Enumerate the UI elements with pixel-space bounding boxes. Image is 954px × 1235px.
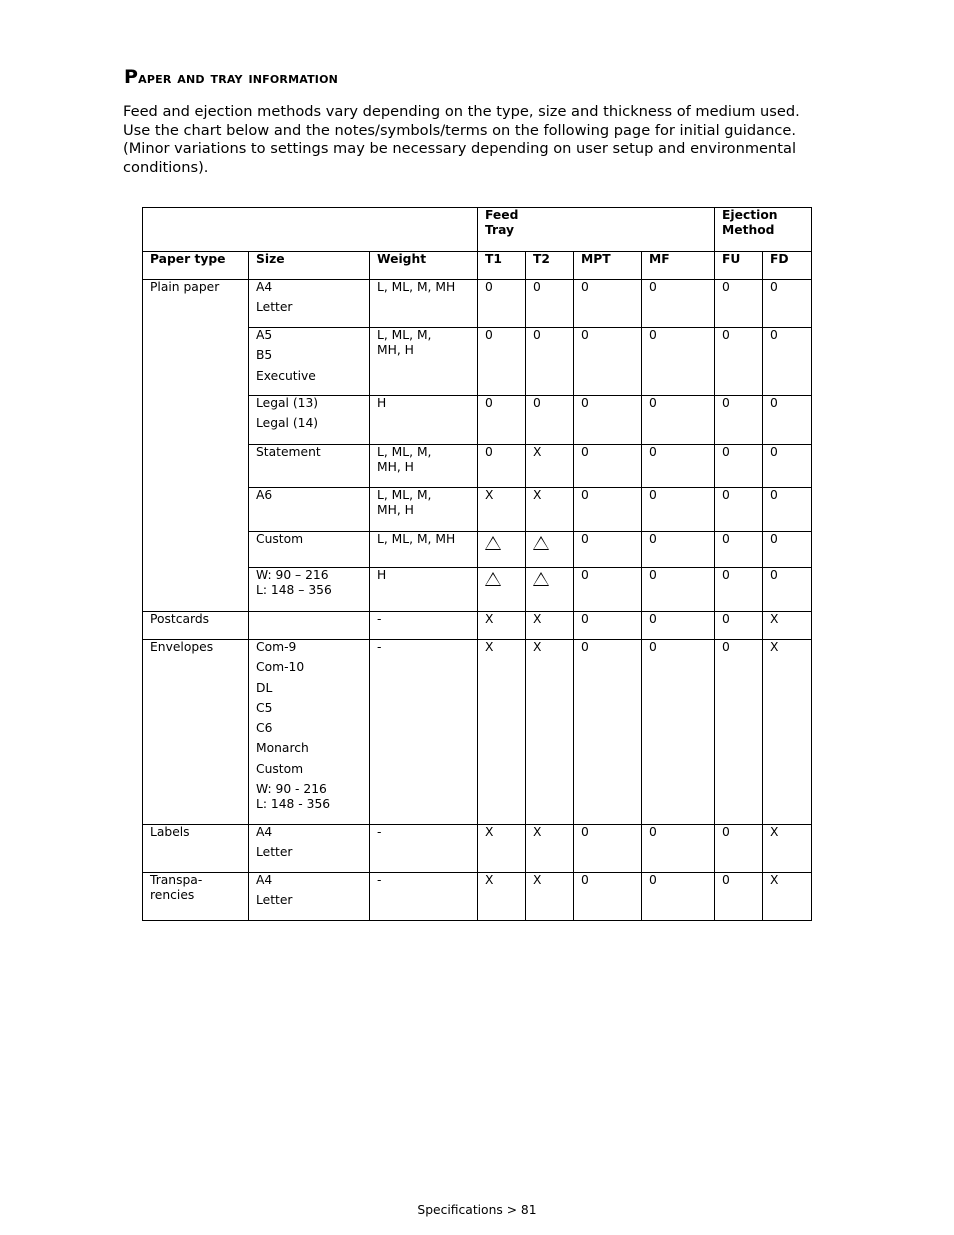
- value-cell: 0: [478, 445, 526, 488]
- weight-cell: [370, 612, 478, 640]
- value-cell: X: [526, 612, 574, 640]
- weight-text: -: [377, 873, 382, 887]
- triangle-icon: [533, 572, 549, 586]
- value-cell: 0: [763, 280, 812, 328]
- value-cell: 0: [642, 328, 715, 396]
- weight-cell: [370, 328, 478, 396]
- column-header: FD: [763, 252, 812, 280]
- paper-type-cell: [143, 873, 249, 921]
- value-cell: 0: [574, 532, 642, 568]
- size-text: Custom: [256, 532, 304, 546]
- weight-text: H: [377, 568, 387, 582]
- size-text: Monarch: [256, 741, 309, 756]
- header-text: Method: [722, 223, 775, 238]
- value-cell: 0: [715, 445, 763, 488]
- size-text: L: 148 – 356: [256, 583, 332, 598]
- size-text: L: 148 - 356: [256, 797, 331, 812]
- size-cell: [249, 445, 370, 488]
- triangle-icon: [533, 536, 549, 550]
- weight-cell: [370, 640, 478, 825]
- weight-cell: [370, 568, 478, 612]
- triangle-icon-cell: [526, 568, 574, 612]
- header-text: Feed: [485, 208, 519, 222]
- paper-type-cell: [143, 280, 249, 612]
- size-text: C6: [256, 721, 273, 736]
- table-row: [143, 873, 812, 921]
- size-text: Legal (13): [256, 396, 319, 410]
- size-text: Letter: [256, 845, 293, 860]
- size-text: A4: [256, 873, 273, 887]
- value-cell: X: [478, 612, 526, 640]
- table-row: [143, 280, 812, 328]
- value-cell: 0: [642, 612, 715, 640]
- size-text: DL: [256, 680, 273, 695]
- weight-text: MH, H: [377, 503, 414, 518]
- weight-cell: [370, 445, 478, 488]
- column-header: Size: [249, 252, 370, 280]
- triangle-icon-cell: [478, 532, 526, 568]
- paper-type-text: rencies: [150, 888, 195, 903]
- size-text: Com-9: [256, 640, 297, 654]
- value-cell: 0: [526, 396, 574, 445]
- value-cell: 0: [642, 488, 715, 532]
- paper-type-text: Plain paper: [150, 280, 220, 294]
- weight-text: -: [377, 640, 382, 654]
- value-cell: 0: [763, 488, 812, 532]
- size-text: Custom: [256, 761, 304, 776]
- size-cell: [249, 488, 370, 532]
- size-cell: [249, 396, 370, 445]
- value-cell: 0: [642, 280, 715, 328]
- value-cell: 0: [763, 396, 812, 445]
- column-header: FU: [715, 252, 763, 280]
- size-text: Com-10: [256, 660, 305, 675]
- weight-cell: [370, 396, 478, 445]
- size-cell: [249, 532, 370, 568]
- header-text: Tray: [485, 223, 515, 238]
- triangle-icon: [485, 572, 501, 586]
- value-cell: X: [763, 873, 812, 921]
- weight-text: -: [377, 825, 382, 839]
- value-cell: X: [478, 640, 526, 825]
- feed-tray-header: [478, 208, 715, 252]
- size-cell: [249, 568, 370, 612]
- column-header: T2: [526, 252, 574, 280]
- value-cell: 0: [715, 328, 763, 396]
- value-cell: 0: [478, 328, 526, 396]
- weight-text: -: [377, 612, 382, 626]
- value-cell: 0: [574, 488, 642, 532]
- paper-tray-table: [142, 207, 812, 921]
- size-text: A4: [256, 280, 273, 294]
- size-text: A4: [256, 825, 273, 839]
- size-text: Executive: [256, 368, 316, 383]
- paper-type-cell: [143, 825, 249, 873]
- size-text: Legal (14): [256, 416, 319, 431]
- value-cell: 0: [574, 873, 642, 921]
- value-cell: 0: [574, 612, 642, 640]
- value-cell: 0: [574, 825, 642, 873]
- value-cell: 0: [763, 532, 812, 568]
- value-cell: 0: [526, 328, 574, 396]
- size-cell: [249, 825, 370, 873]
- value-cell: 0: [642, 445, 715, 488]
- weight-text: L, ML, M,: [377, 328, 432, 342]
- value-cell: 0: [642, 640, 715, 825]
- size-cell: [249, 328, 370, 396]
- size-text: Statement: [256, 445, 321, 459]
- weight-cell: [370, 873, 478, 921]
- weight-cell: [370, 280, 478, 328]
- value-cell: X: [478, 488, 526, 532]
- value-cell: 0: [715, 280, 763, 328]
- value-cell: X: [478, 873, 526, 921]
- value-cell: 0: [478, 280, 526, 328]
- value-cell: 0: [715, 568, 763, 612]
- paper-type-text: Postcards: [150, 612, 210, 626]
- size-text: A5: [256, 328, 273, 342]
- value-cell: 0: [763, 328, 812, 396]
- size-text: B5: [256, 348, 273, 363]
- value-cell: 0: [526, 280, 574, 328]
- triangle-icon-cell: [478, 568, 526, 612]
- size-cell: [249, 280, 370, 328]
- weight-text: L, ML, M,: [377, 488, 432, 502]
- value-cell: 0: [574, 328, 642, 396]
- weight-text: MH, H: [377, 460, 414, 475]
- intro-line: conditions).: [123, 158, 209, 176]
- size-cell: [249, 612, 370, 640]
- table-row: [143, 640, 812, 825]
- size-text: W: 90 – 216: [256, 568, 329, 582]
- value-cell: 0: [715, 873, 763, 921]
- column-header: Paper type: [143, 252, 249, 280]
- table-row: [143, 825, 812, 873]
- value-cell: X: [478, 825, 526, 873]
- weight-text: MH, H: [377, 343, 414, 358]
- intro-paragraph: [123, 103, 835, 177]
- value-cell: 0: [574, 396, 642, 445]
- weight-text: L, ML, M, MH: [377, 532, 456, 546]
- value-cell: 0: [642, 568, 715, 612]
- size-text: C5: [256, 700, 273, 715]
- intro-line: Use the chart below and the notes/symbols/terms on the following page for initial guidance.: [123, 121, 796, 139]
- value-cell: X: [763, 825, 812, 873]
- value-cell: 0: [574, 640, 642, 825]
- column-header: T1: [478, 252, 526, 280]
- weight-text: H: [377, 396, 387, 410]
- value-cell: 0: [642, 873, 715, 921]
- column-header: MF: [642, 252, 715, 280]
- weight-cell: [370, 532, 478, 568]
- paper-type-text: Transpa-: [150, 873, 203, 887]
- value-cell: 0: [715, 532, 763, 568]
- size-text: A6: [256, 488, 273, 502]
- value-cell: X: [763, 640, 812, 825]
- value-cell: 0: [715, 612, 763, 640]
- column-header: MPT: [574, 252, 642, 280]
- triangle-icon-cell: [526, 532, 574, 568]
- weight-text: L, ML, M, MH: [377, 280, 456, 294]
- weight-cell: [370, 825, 478, 873]
- value-cell: 0: [574, 568, 642, 612]
- value-cell: 0: [642, 396, 715, 445]
- value-cell: 0: [715, 825, 763, 873]
- value-cell: 0: [642, 532, 715, 568]
- value-cell: X: [763, 612, 812, 640]
- ejection-method-header: [715, 208, 812, 252]
- value-cell: X: [526, 640, 574, 825]
- paper-type-text: Labels: [150, 825, 190, 839]
- value-cell: 0: [715, 640, 763, 825]
- size-text: W: 90 - 216: [256, 782, 327, 797]
- triangle-icon: [485, 536, 501, 550]
- value-cell: 0: [478, 396, 526, 445]
- value-cell: X: [526, 445, 574, 488]
- value-cell: X: [526, 488, 574, 532]
- value-cell: X: [526, 825, 574, 873]
- size-text: Letter: [256, 300, 293, 315]
- intro-line: (Minor variations to settings may be necessary depending on user setup and environmental: [123, 140, 797, 158]
- value-cell: 0: [763, 568, 812, 612]
- weight-cell: [370, 488, 478, 532]
- value-cell: 0: [715, 396, 763, 445]
- column-header: Weight: [370, 252, 478, 280]
- paper-type-cell: [143, 612, 249, 640]
- paper-type-text: Envelopes: [150, 640, 214, 654]
- section-heading: Paper and tray information: [124, 66, 339, 88]
- header-text: Ejection: [722, 208, 778, 222]
- header-blank-cell: [143, 208, 478, 252]
- size-text: Letter: [256, 893, 293, 908]
- value-cell: 0: [763, 445, 812, 488]
- size-cell: [249, 873, 370, 921]
- value-cell: 0: [574, 445, 642, 488]
- page-footer: Specifications > 81: [417, 1203, 537, 1217]
- weight-text: L, ML, M,: [377, 445, 432, 459]
- value-cell: 0: [574, 280, 642, 328]
- value-cell: X: [526, 873, 574, 921]
- table-row: [143, 612, 812, 640]
- intro-line: Feed and ejection methods vary depending on the type, size and thickness of medium used.: [123, 103, 800, 120]
- value-cell: 0: [715, 488, 763, 532]
- size-cell: [249, 640, 370, 825]
- paper-type-cell: [143, 640, 249, 825]
- value-cell: 0: [642, 825, 715, 873]
